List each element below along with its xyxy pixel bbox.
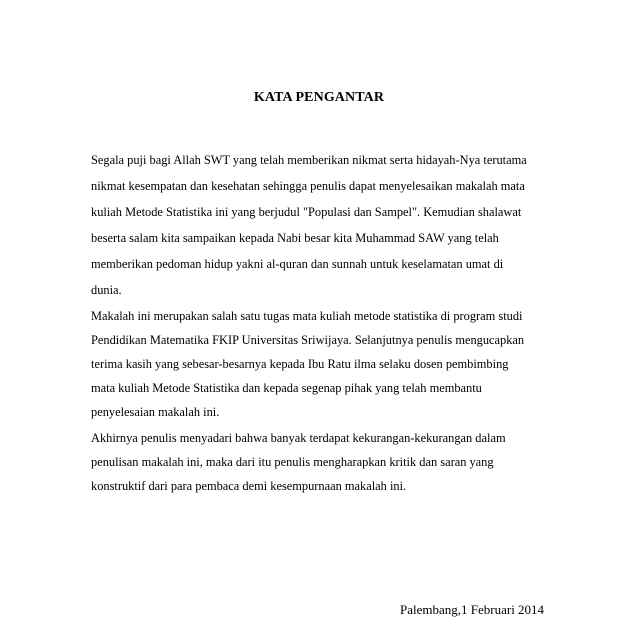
paragraph-line: beserta salam kita sampaikan kepada Nabi besar kita Muhammad SAW yang telah bbox=[91, 231, 499, 245]
paragraph-line: terima kasih yang sebesar-besarnya kepada Ibu Ratu ilma selaku dosen pembimbing bbox=[91, 357, 509, 371]
paragraph-line: Pendidikan Matematika FKIP Universitas Sriwijaya. Selanjutnya penulis mengucapkan bbox=[91, 333, 525, 347]
paragraph-line: dunia. bbox=[91, 283, 122, 297]
paragraph-line: mata kuliah Metode Statistika dan kepada segenap pihak yang telah membantu bbox=[91, 381, 482, 395]
paragraph-line: kuliah Metode Statistika ini yang berjudul "Populasi dan Sampel". Kemudian shalawat bbox=[91, 205, 522, 219]
signature-place-date: Palembang,1 Februari 2014 bbox=[400, 602, 545, 617]
paragraph-line: penulisan makalah ini, maka dari itu penulis mengharapkan kritik dan saran yang bbox=[91, 455, 494, 469]
paragraph-line: konstruktif dari para pembaca demi kesempurnaan makalah ini. bbox=[91, 479, 407, 493]
paragraph-line: penyelesaian makalah ini. bbox=[91, 405, 220, 419]
paragraph-line: nikmat kesempatan dan kesehatan sehingga penulis dapat menyelesaikan makalah mata bbox=[91, 179, 525, 193]
page-title: KATA PENGANTAR bbox=[253, 90, 385, 105]
paragraph-line: Makalah ini merupakan salah satu tugas mata kuliah metode statistika di program studi bbox=[91, 309, 523, 323]
paragraph-line: Akhirnya penulis menyadari bahwa banyak terdapat kekurangan-kekurangan dalam bbox=[91, 431, 506, 445]
paragraph-line: memberikan pedoman hidup yakni al-quran dan sunnah untuk keselamatan umat di bbox=[91, 257, 504, 271]
paragraph-line: Segala puji bagi Allah SWT yang telah memberikan nikmat serta hidayah-Nya terutama bbox=[91, 153, 527, 167]
